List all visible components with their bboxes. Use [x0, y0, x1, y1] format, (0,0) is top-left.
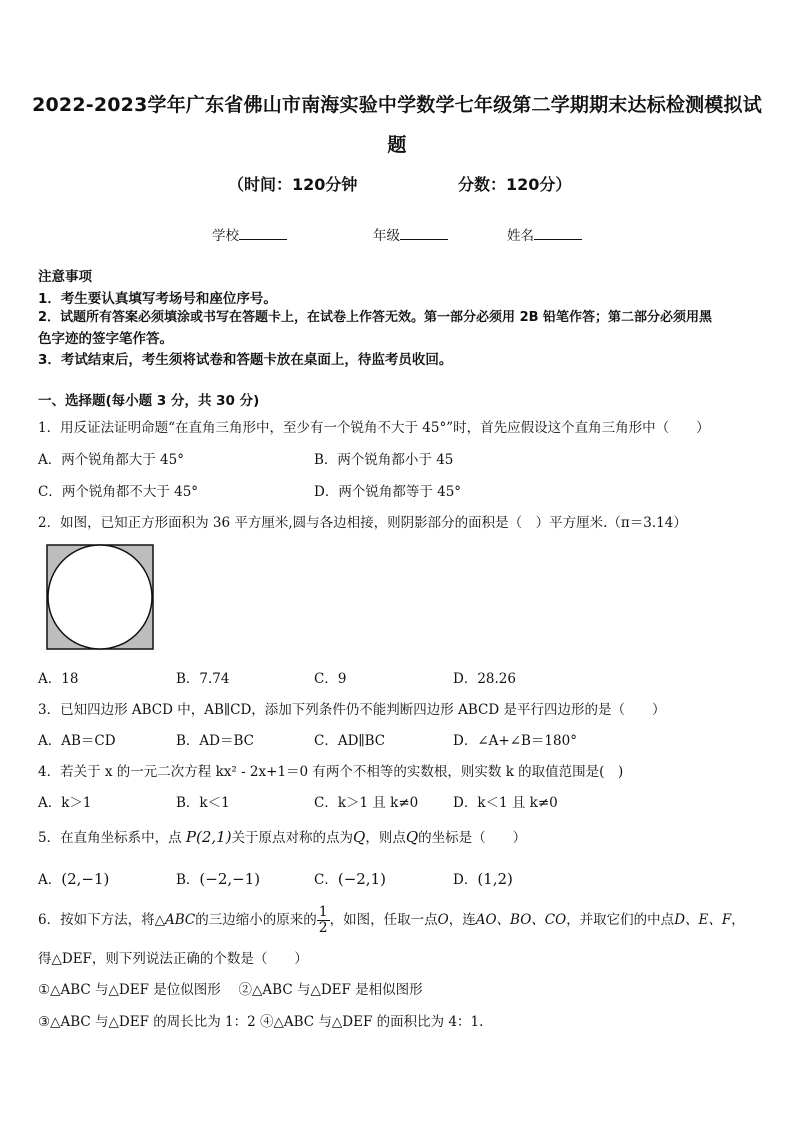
- q6-segments: AO、BO、CO: [475, 912, 567, 928]
- option-value: (1,2): [477, 870, 513, 888]
- q6-text: ，: [731, 912, 745, 928]
- q5-option-b[interactable]: [176, 868, 260, 888]
- q6-point-o: O: [437, 912, 449, 928]
- q1-option-b[interactable]: B．两个锐角都小于 45: [314, 452, 454, 468]
- option-label: A．: [38, 872, 62, 888]
- q5-option-d[interactable]: [453, 868, 513, 888]
- q2-option-d[interactable]: D．28.26: [453, 671, 516, 687]
- q6-text: ，连: [448, 912, 476, 928]
- grade-label: 年级: [373, 228, 400, 244]
- q4-stem: 4．若关于 x 的一元二次方程 kx² - 2x+1＝0 有两个不相等的实数根，则实数 k 的取值范围是( ): [38, 764, 624, 780]
- q2-stem: 2．如图，已知正方形面积为 36 平方厘米,圆与各边相接，则阴影部分的面积是（ ）平方厘米.（π＝3.14）: [38, 515, 687, 531]
- q5-text: ，则点: [365, 830, 406, 846]
- q4-option-a[interactable]: A．k＞1: [38, 795, 92, 811]
- fraction-one-half: [317, 905, 330, 936]
- q6-statements-3-4: ③△ABC 与△DEF 的周长比为 1：2 ④△ABC 与△DEF 的面积比为 4：1.: [38, 1014, 484, 1030]
- square-circle-figure: [46, 544, 154, 650]
- q6-text: ，并取它们的中点: [566, 912, 675, 928]
- exam-time: （时间：120分钟: [228, 175, 358, 194]
- q5-stem: [38, 826, 526, 846]
- page-title: 2022-2023学年广东省佛山市南海实验中学数学七年级第二学期期末达标检测模拟试: [32, 94, 762, 116]
- option-value: (−2,−1): [199, 870, 261, 888]
- q6-stem-line2: 得△DEF，则下列说法正确的个数是（ ）: [38, 951, 308, 967]
- q4-option-b[interactable]: B．k＜1: [176, 795, 230, 811]
- school-blank[interactable]: [239, 226, 287, 240]
- grade-blank[interactable]: [400, 226, 448, 240]
- school-label: 学校: [212, 228, 239, 244]
- q3-option-a[interactable]: A．AB＝CD: [38, 733, 116, 749]
- note-item: 1．考生要认真填写考场号和座位序号。: [38, 291, 277, 307]
- q2-option-b[interactable]: B．7.74: [176, 671, 230, 687]
- q6-text: 6．按如下方法，将△: [38, 912, 165, 928]
- q1-option-c[interactable]: C．两个锐角都不大于 45°: [38, 484, 199, 500]
- option-label: B．: [176, 872, 200, 888]
- q5-point-q: Q: [405, 828, 419, 846]
- note-item: 色字迹的签字笔作答。: [38, 331, 173, 347]
- q6-text: 的三边缩小的原来的: [195, 912, 317, 928]
- option-label: C．: [314, 872, 338, 888]
- q4-option-d[interactable]: D．k＜1 且 k≠0: [453, 795, 558, 811]
- q4-option-c[interactable]: C．k＞1 且 k≠0: [314, 795, 419, 811]
- q1-stem: 1．用反证法证明命题“在直角三角形中，至少有一个锐角不大于 45°”时，首先应假设这个直角三角形中（ ）: [38, 420, 710, 436]
- note-item: 3．考试结束后，考生须将试卷和答题卡放在桌面上，待监考员收回。: [38, 352, 453, 368]
- inscribed-circle: [48, 545, 152, 649]
- fraction-numerator: 1: [318, 904, 328, 920]
- q5-option-c[interactable]: [314, 868, 386, 888]
- q5-text: 关于原点对称的点为: [231, 830, 354, 846]
- q5-text: 的坐标是（ ）: [418, 830, 527, 846]
- fraction-denominator: 2: [318, 920, 328, 936]
- q3-option-b[interactable]: B．AD＝BC: [176, 733, 254, 749]
- q1-option-a[interactable]: A．两个锐角都大于 45°: [38, 452, 184, 468]
- name-label: 姓名: [507, 228, 534, 244]
- q5-point-q: Q: [353, 828, 366, 846]
- q2-option-a[interactable]: A．18: [38, 671, 79, 687]
- note-item: 2．试题所有答案必须填涂或书写在答题卡上，在试卷上作答无效。第一部分必须用 2B 铅笔作答；第二部分必须用黑: [38, 310, 713, 325]
- q6-statements-1-2: ①△ABC 与△DEF 是位似图形 ②△ABC 与△DEF 是相似图形: [38, 982, 423, 998]
- q6-text: ，如图，任取一点: [329, 912, 438, 928]
- page-title-continued: 题: [387, 134, 407, 156]
- q6-stem: [38, 905, 745, 936]
- grade-field[interactable]: [373, 224, 448, 244]
- option-label: D．: [453, 872, 478, 888]
- q6-midpoints: D、E、F: [674, 912, 732, 928]
- name-blank[interactable]: [534, 226, 582, 240]
- exam-score: 分数：120分）: [458, 175, 572, 194]
- q3-option-d[interactable]: D．∠A+∠B＝180°: [453, 733, 577, 749]
- school-field[interactable]: [212, 224, 287, 244]
- section-heading: 一、选择题(每小题 3 分，共 30 分): [38, 393, 260, 409]
- option-value: (−2,1): [337, 870, 386, 888]
- q5-point-p: P(2,1): [185, 828, 232, 846]
- name-field[interactable]: [507, 224, 582, 244]
- q6-triangle-abc: ABC: [164, 912, 196, 928]
- q3-option-c[interactable]: C．AD∥BC: [314, 733, 386, 749]
- option-value: (2,−1): [61, 870, 110, 888]
- q3-stem: 3．已知四边形 ABCD 中，AB∥CD，添加下列条件仍不能判断四边形 ABCD 是平行四边形的是（ ）: [38, 702, 666, 718]
- q2-option-c[interactable]: C．9: [314, 671, 347, 687]
- notes-heading: 注意事项: [38, 269, 92, 285]
- q5-option-a[interactable]: [38, 868, 109, 888]
- q1-option-d[interactable]: D．两个锐角都等于 45°: [314, 484, 462, 500]
- q5-text: 5．在直角坐标系中，点: [38, 830, 182, 846]
